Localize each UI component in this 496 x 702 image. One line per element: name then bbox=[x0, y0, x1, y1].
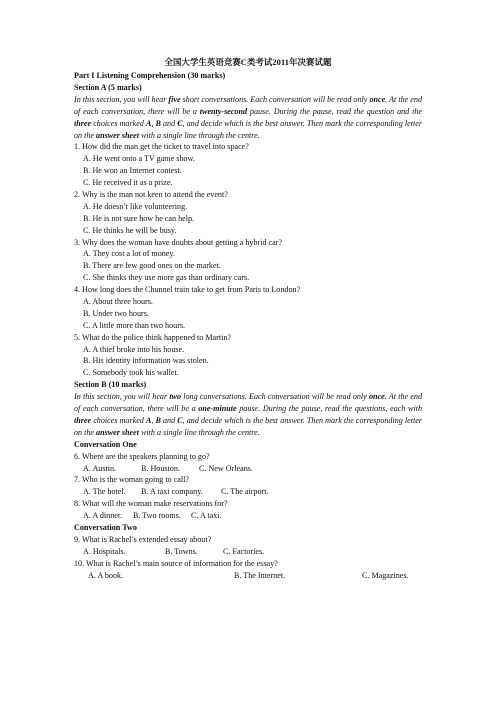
option-8c: C. A taxi. bbox=[191, 511, 222, 521]
question-8: 8. What will the woman make reservations for? bbox=[74, 499, 228, 509]
option-8a: A. A dinner. bbox=[83, 511, 123, 521]
section-b-heading: Section B (10 marks) bbox=[74, 380, 147, 390]
option-10c: C. Magazines. bbox=[362, 570, 409, 580]
option-4a: A. About three hours. bbox=[83, 296, 153, 306]
option-7a: A. The hotel. bbox=[83, 487, 126, 497]
question-3: 3. Why does the woman have doubts about getting a hybrid car? bbox=[74, 237, 282, 247]
option-9c: C. Factories. bbox=[223, 546, 265, 556]
options-8 bbox=[74, 510, 422, 522]
option-5a: A. A thief broke into his house. bbox=[83, 344, 185, 354]
option-2a: A. He doesn’t like volunteering. bbox=[83, 201, 188, 211]
option-2b: B. He is not sure how he can help. bbox=[83, 213, 195, 223]
question-9: 9. What is Rachel’s extended essay about? bbox=[74, 534, 212, 544]
option-10a: A. A book. bbox=[88, 570, 124, 580]
option-10b: B. The Internet. bbox=[234, 570, 286, 580]
options-10 bbox=[74, 570, 422, 582]
option-1c: C. He received it as a prize. bbox=[83, 178, 173, 188]
option-7c: C. The airport. bbox=[221, 487, 269, 497]
option-2c: C. He thinks he will be busy. bbox=[83, 225, 177, 235]
option-9b: B. Towns. bbox=[165, 546, 198, 556]
option-3c: C. She thinks they use more gas than ordinary cars. bbox=[83, 273, 250, 283]
conversation-two-heading: Conversation Two bbox=[74, 522, 137, 532]
option-6b: B. Houston. bbox=[141, 463, 180, 473]
option-8b: B. Two rooms. bbox=[133, 511, 181, 521]
exam-title: 全国大学生英语竞赛C类考试2011年决赛试题 bbox=[164, 58, 332, 67]
question-1: 1. How did the man get the ticket to travel into space? bbox=[74, 142, 249, 152]
question-7: 7. Who is the woman going to call? bbox=[74, 475, 189, 485]
option-4c: C. A little more than two hours. bbox=[83, 320, 186, 330]
options-7 bbox=[74, 486, 422, 498]
option-1b: B. He won an Internet contest. bbox=[83, 166, 182, 176]
option-3b: B. There are few good ones on the market. bbox=[83, 261, 221, 271]
section-a-heading: Section A (5 marks) bbox=[74, 82, 142, 92]
options-6 bbox=[74, 463, 422, 475]
question-6: 6. Where are the speakers planning to go? bbox=[74, 451, 210, 461]
option-1a: A. He went onto a TV game show. bbox=[83, 154, 195, 164]
part-heading: Part I Listening Comprehension (30 marks) bbox=[74, 71, 226, 80]
option-9a: A. Hospitals. bbox=[83, 546, 126, 556]
question-10: 10. What is Rachel’s main source of information for the essay? bbox=[74, 558, 278, 568]
question-4: 4. How long does the Chunnel train take to get from Paris to London? bbox=[74, 285, 301, 295]
question-5: 5. What do the police think happened to Martin? bbox=[74, 332, 231, 342]
option-6c: C. New Orleans. bbox=[199, 463, 253, 473]
option-5b: B. His identity information was stolen. bbox=[83, 356, 209, 366]
option-6a: A. Austin. bbox=[83, 463, 117, 473]
option-3a: A. They cost a lot of money. bbox=[83, 249, 175, 259]
question-2: 2. Why is the man not keen to attend the event? bbox=[74, 189, 228, 199]
section-b-instructions: In this section, you will hear two long conversations. Each conversation will be read only once. At the end of each conversation, there will be a one-minute pause. During the pause, read the questions, each with three choices marked A, B and C, and decide which is the best answer. Then mark the corresponding letter on the answer sheet with a single line through the centre. bbox=[74, 392, 423, 437]
option-5c: C. Somebody took his wallet. bbox=[83, 368, 179, 378]
option-4b: B. Under two hours. bbox=[83, 308, 149, 318]
exam-content bbox=[74, 70, 422, 581]
conversation-one-heading: Conversation One bbox=[74, 439, 137, 449]
option-7b: B. A taxi company. bbox=[141, 487, 203, 497]
options-9 bbox=[74, 546, 422, 558]
section-a-instructions: In this section, you will hear five short conversations. Each conversation will be read only once. At the end of each conversation, there will be a twenty-second pause. During the pause, read the question and the three choices marked A, B and C, and decide which is the best answer. Then mark the corresponding letter on the answer sheet with a single line through the centre. bbox=[74, 94, 423, 140]
